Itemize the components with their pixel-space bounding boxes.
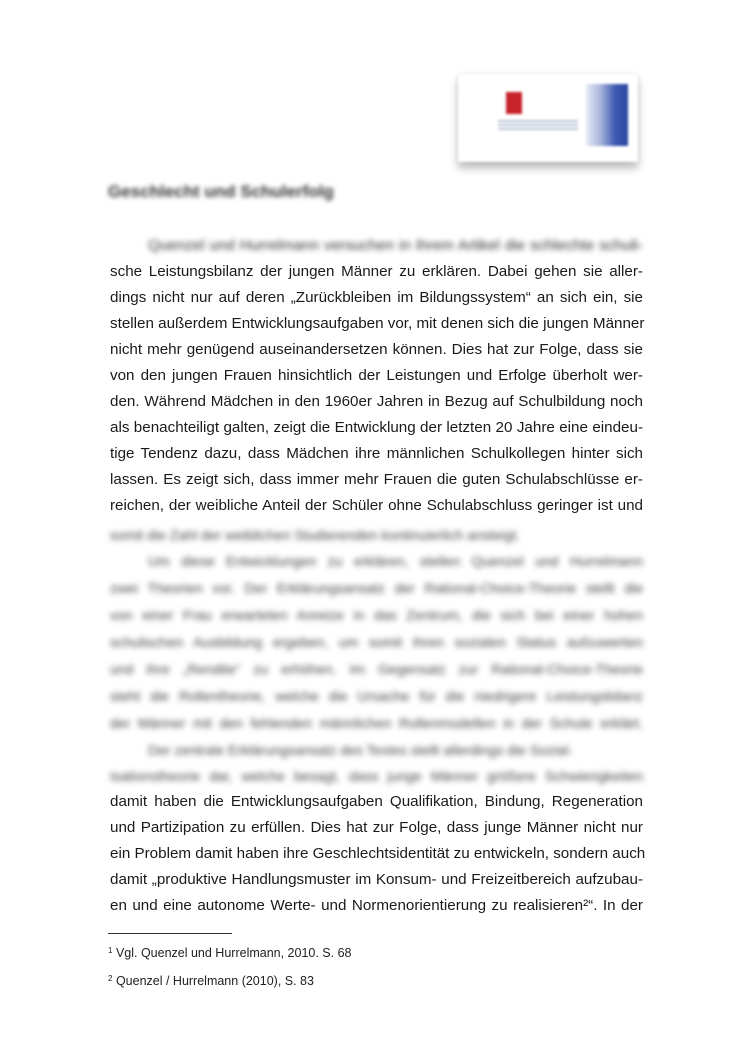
text-line: der Männer mit den fehlenden männlichen Rollenmodellen in der Schule erklärt.	[110, 715, 643, 731]
footnote-1	[108, 946, 352, 960]
text-line: tige Tendenz dazu, dass Mädchen ihre männlichen Schulkollegen hinter sich	[110, 445, 643, 462]
text-line: als benachteiligt galten, zeigt die Entwicklung der letzten 20 Jahre eine eindeu-	[110, 419, 643, 436]
text-line: und ihre „Rendite“ zu erhöhen. Im Gegensatz zur Rational-Choice-Theorie	[110, 661, 643, 677]
text-line: von den jungen Frauen hinsichtlich der Leistungen und Erfolge überholt wer-	[110, 367, 643, 384]
logo-text	[498, 120, 578, 130]
text-line: reichen, der weibliche Anteil der Schüler ohne Schulabschluss geringer ist und	[110, 497, 643, 514]
text-line: nicht mehr genügend auseinandersetzen können. Dies hat zur Folge, dass sie	[110, 341, 643, 358]
text-line: zwei Theorien vor. Der Erklärungsansatz der Rational-Choice-Theorie stellt die	[110, 580, 643, 596]
text-line: und Partizipation zu erfüllen. Dies hat zur Folge, dass junge Männer nicht nur	[110, 819, 643, 836]
section-heading: Geschlecht und Schulerfolg	[108, 182, 334, 201]
footnote-text: Vgl. Quenzel und Hurrelmann, 2010. S. 68	[115, 946, 352, 960]
logo-red-mark	[506, 92, 522, 114]
text-line: Um diese Entwicklungen zu erklären, stellen Quenzel und Hurrelmann	[148, 553, 643, 569]
text-line: en und eine autonome Werte- und Normenorientierung zu realisieren²“. In der	[110, 897, 643, 914]
text-line: schulischen Ausbildung ergeben, um somit ihren sozialen Status aufzuwerten	[110, 634, 643, 650]
footnote-divider	[108, 933, 232, 934]
text-line: Der zentrale Erklärungsansatz des Textes stellt allerdings die Sozial-	[148, 742, 573, 758]
footnote-number: 2	[108, 974, 113, 983]
text-line: dings nicht nur auf deren „Zurückbleiben im Bildungssystem“ an sich ein, sie	[110, 289, 643, 306]
text-line: steht die Rollentheorie, welche die Ursache für die niedrigere Leistungsbilanz	[110, 688, 643, 704]
text-line: somit die Zahl der weiblichen Studierenden kontinuierlich ansteigt.	[110, 527, 521, 543]
footnote-text: Quenzel / Hurrelmann (2010), S. 83	[115, 974, 314, 988]
text-line: isationstheorie dar, welche besagt, dass junge Männer größere Schwierigkeiten	[110, 768, 643, 784]
text-line: stellen außerdem Entwicklungsaufgaben vor, mit denen sich die jungen Männer	[110, 315, 645, 332]
text-line: damit haben die Entwicklungsaufgaben Qualifikation, Bindung, Regeneration	[110, 793, 643, 810]
logo	[458, 74, 638, 162]
text-line: lassen. Es zeigt sich, dass immer mehr Frauen die guten Schulabschlüsse er-	[110, 471, 643, 488]
text-line: den. Während Mädchen in den 1960er Jahren in Bezug auf Schulbildung noch	[110, 393, 643, 410]
text-line: ein Problem damit haben ihre Geschlechtsidentität zu entwickeln, sondern auch	[110, 845, 646, 862]
text-line: damit „produktive Handlungsmuster im Konsum- und Freizeitbereich aufzubau-	[110, 871, 643, 888]
logo-portrait	[586, 84, 628, 146]
text-line: sche Leistungsbilanz der jungen Männer zu erklären. Dabei gehen sie aller-	[110, 263, 643, 280]
text-line: Quenzel und Hurrelmann versuchen in ihrem Artikel die schlechte schuli-	[148, 237, 643, 254]
footnote-number: 1	[108, 946, 113, 955]
text-line: von einer Frau erwarteten Anreize in das Zentrum, die sich bei einer hohen	[110, 607, 643, 623]
footnote-2	[108, 974, 314, 988]
